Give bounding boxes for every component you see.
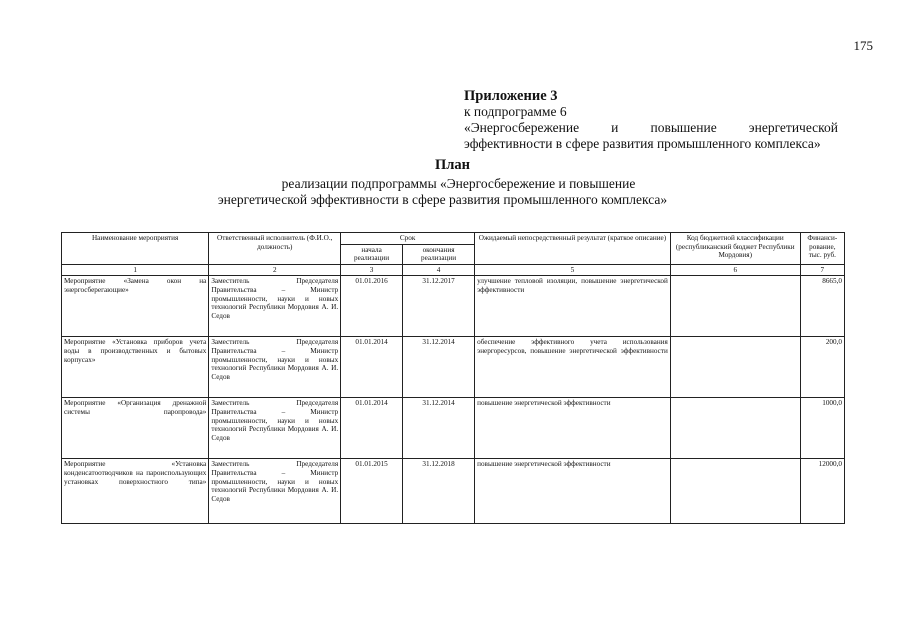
- activity-name: Мероприятие «Организация дренажной системы паропровода»: [62, 398, 209, 459]
- executor: Заместитель Председателя Правительства – Министр промышленности, науки и новых технологий Республики Мордовия А. И. Седов: [209, 337, 341, 398]
- start-date: 01.01.2014: [341, 398, 403, 459]
- header-executor: Ответственный исполнитель (Ф.И.О., должность): [209, 233, 341, 265]
- activity-name: Мероприятие «Замена окон на энергосберегающие»: [62, 276, 209, 337]
- financing: 8665,0: [800, 276, 844, 337]
- table-row: [62, 459, 845, 524]
- plan-subtitle-line-2: энергетической эффективности в сфере развития промышленного комплекса»: [217, 192, 668, 207]
- header-term: Срок: [341, 233, 475, 245]
- plan-subtitle-line-1: реализации подпрограммы «Энергосбережение и повышение: [281, 176, 636, 191]
- page-number: 175: [853, 38, 873, 53]
- financing: 12000,0: [800, 459, 844, 524]
- table-row: [62, 398, 845, 459]
- expected-result: повышение энергетической эффективности: [475, 459, 671, 524]
- plan-table: [61, 232, 845, 524]
- header-code: Код бюджетной классификации (республиканский бюджет Республики Мордовия): [670, 233, 800, 265]
- end-date: 31.12.2014: [402, 398, 474, 459]
- expected-result: улучшение тепловой изоляции, повышение энергетической эффективности: [475, 276, 671, 337]
- column-number: 6: [670, 264, 800, 276]
- column-number: 4: [402, 264, 474, 276]
- executor: Заместитель Председателя Правительства – Министр промышленности, науки и новых технологий Республики Мордовия А. И. Седов: [209, 459, 341, 524]
- end-date: 31.12.2014: [402, 337, 474, 398]
- expected-result: повышение энергетической эффективности: [475, 398, 671, 459]
- budget-code: [670, 459, 800, 524]
- activity-name: Мероприятие «Установка конденсатоотводчиков на пароиспользующих установках поверхностного типа»: [62, 459, 209, 524]
- column-number: 3: [341, 264, 403, 276]
- appendix-title: Приложение 3: [464, 88, 558, 104]
- header-name: Наименование мероприятия: [62, 233, 209, 265]
- financing: 200,0: [800, 337, 844, 398]
- start-date: 01.01.2015: [341, 459, 403, 524]
- appendix-line-1: к подпрограмме 6: [464, 104, 567, 119]
- table-row: [62, 337, 845, 398]
- column-number: 5: [475, 264, 671, 276]
- appendix-line-2: «Энергосбережение и повышение энергетической: [464, 120, 838, 135]
- start-date: 01.01.2014: [341, 337, 403, 398]
- column-number: 2: [209, 264, 341, 276]
- end-date: 31.12.2018: [402, 459, 474, 524]
- financing: 1000,0: [800, 398, 844, 459]
- plan-title: План: [434, 157, 471, 173]
- table-row: [62, 276, 845, 337]
- start-date: 01.01.2016: [341, 276, 403, 337]
- budget-code: [670, 337, 800, 398]
- header-result: Ожидаемый непосредственный результат (краткое описание): [475, 233, 671, 265]
- expected-result: обеспечение эффективного учета использования энергоресурсов, повышение энергетической эффективности: [475, 337, 671, 398]
- column-numbers-row: [62, 264, 845, 276]
- end-date: 31.12.2017: [402, 276, 474, 337]
- appendix-block: [464, 88, 838, 152]
- activity-name: Мероприятие «Установка приборов учета воды в производственных и бытовых корпусах»: [62, 337, 209, 398]
- column-number: 7: [800, 264, 844, 276]
- header-end: окончания реализации: [402, 244, 474, 264]
- header-finance: Финанси-рование, тыс. руб.: [800, 233, 844, 265]
- executor: Заместитель Председателя Правительства – Министр промышленности, науки и новых технологий Республики Мордовия А. И. Седов: [209, 398, 341, 459]
- budget-code: [670, 398, 800, 459]
- column-number: 1: [62, 264, 209, 276]
- executor: Заместитель Председателя Правительства – Министр промышленности, науки и новых технологий Республики Мордовия А. И. Седов: [209, 276, 341, 337]
- header-start: начала реализации: [341, 244, 403, 264]
- appendix-line-3: эффективности в сфере развития промышленного комплекса»: [464, 136, 821, 151]
- budget-code: [670, 276, 800, 337]
